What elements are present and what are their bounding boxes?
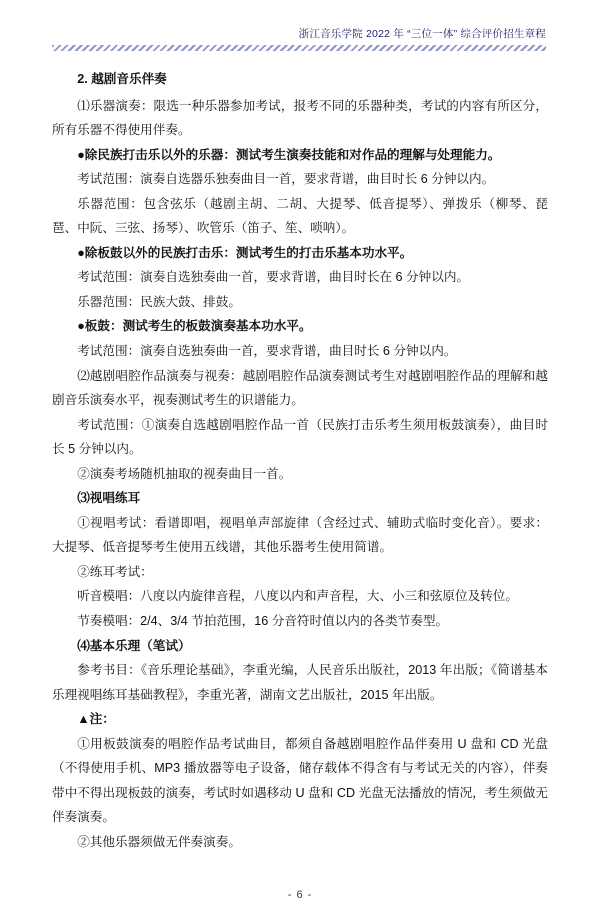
page-header bbox=[52, 26, 548, 51]
document-content bbox=[52, 67, 548, 855]
paragraph: ②练耳考试： bbox=[77, 564, 153, 579]
paragraph: 考试范围：演奏自选独奏曲一首，要求背谱，曲目时长在 6 分钟以内。 bbox=[77, 270, 470, 285]
section-title: 2. 越剧音乐伴奏 bbox=[77, 72, 167, 86]
paragraph: 乐器范围：民族大鼓、排鼓。 bbox=[77, 294, 241, 309]
header-title: 浙江音乐学院 2022 年 “三位一体” 综合评价招生章程 bbox=[298, 28, 546, 40]
paragraph: 考试范围：演奏自选器乐独奏曲目一首，要求背谱，曲目时长 6 分钟以内。 bbox=[77, 172, 495, 187]
subsection-title: ⑷基本乐理（笔试） bbox=[77, 638, 191, 653]
paragraph: ①用板鼓演奏的唱腔作品考试曲目，都须自备越剧唱腔作品伴奏用 U 盘和 CD 光盘（不得使用手机、MP3 播放器等电子设备，储存载体不得含有与考试无关的内容），伴奏带中不得出现板鼓的演奏，考试时如遇移动 U 盘和 CD 光盘无法播放的情况，考生须做无伴奏演奏。 bbox=[52, 736, 548, 825]
paragraph-bullet: ●除板鼓以外的民族打击乐：测试考生的打击乐基本功水平。 bbox=[77, 245, 413, 260]
paragraph: 参考书目：《音乐理论基础》，李重光编，人民音乐出版社，2013 年出版；《简谱基本乐理视唱练耳基础教程》，李重光著，湖南文艺出版社，2015 年出版。 bbox=[52, 663, 548, 702]
paragraph: 乐器范围：包含弦乐（越剧主胡、二胡、大提琴、低音提琴）、弹拨乐（柳琴、琵琶、中阮、三弦、扬琴）、吹管乐（笛子、笙、唢呐）。 bbox=[52, 196, 548, 236]
paragraph: 节奏模唱：2/4、3/4 节拍范围，16 分音符时值以内的各类节奏型。 bbox=[77, 614, 449, 629]
paragraph: ②演奏考场随机抽取的视奏曲目一首。 bbox=[77, 466, 292, 481]
paragraph: ⑵越剧唱腔作品演奏与视奏：越剧唱腔作品演奏测试考生对越剧唱腔作品的理解和越剧音乐演奏水平，视奏测试考生的识谱能力。 bbox=[52, 368, 548, 408]
paragraph: ⑴乐器演奏：限选一种乐器参加考试，报考不同的乐器种类，考试的内容有所区分，所有乐器不得使用伴奏。 bbox=[52, 98, 548, 138]
subsection-title: ⑶视唱练耳 bbox=[77, 491, 141, 506]
paragraph: ②其他乐器须做无伴奏演奏。 bbox=[77, 834, 241, 849]
header-decorative-rule bbox=[52, 45, 546, 51]
page-number: - 6 - bbox=[287, 889, 313, 901]
paragraph-bullet: ●板鼓：测试考生的板鼓演奏基本功水平。 bbox=[77, 319, 312, 334]
paragraph-bullet: ●除民族打击乐以外的乐器：测试考生演奏技能和对作品的理解与处理能力。 bbox=[77, 147, 501, 162]
paragraph: 听音模唱：八度以内旋律音程，八度以内和声音程，大、小三和弦原位及转位。 bbox=[77, 589, 518, 604]
paragraph: ①视唱考试：看谱即唱，视唱单声部旋律（含经过式、辅助式临时变化音）。要求：大提琴、低音提琴考生使用五线谱，其他乐器考生使用简谱。 bbox=[52, 515, 548, 555]
paragraph: 考试范围：演奏自选独奏曲一首，要求背谱，曲目时长 6 分钟以内。 bbox=[77, 344, 457, 359]
note-title: ▲注： bbox=[77, 712, 115, 727]
paragraph: 考试范围：①演奏自选越剧唱腔作品一首（民族打击乐考生须用板鼓演奏），曲目时长 5 分钟以内。 bbox=[52, 417, 548, 457]
